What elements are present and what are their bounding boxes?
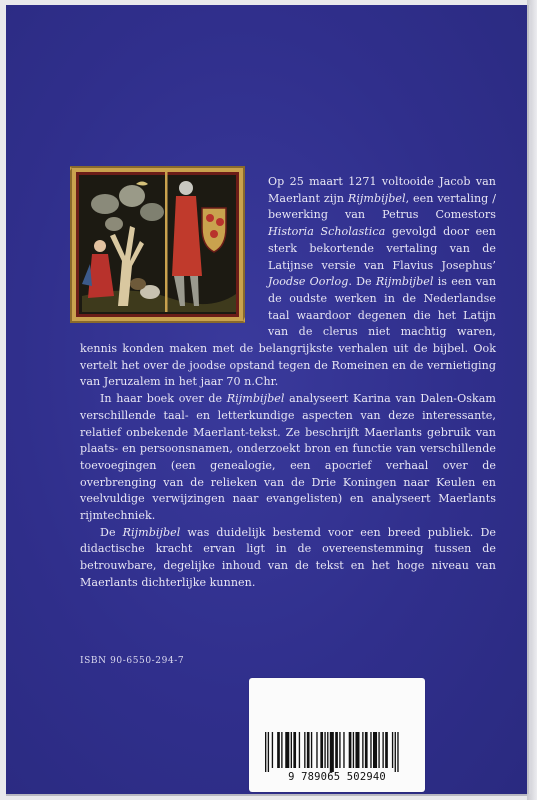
barcode-bar: [349, 732, 352, 768]
barcode-bar: [343, 732, 344, 768]
barcode-bar: [370, 732, 371, 768]
text-run: analyseert Karina van Dalen-Oskam verschillende taal- en letterkundige aspecten van deze interessante, relatief onbekende Maerlant-tekst. Ze beschrijft Maerlants gebruik van plaats- en persoonsnamen, onderzoekt bron en functie van verschillende toevoegingen (een genealogie, een apocrief verhaal over de overbrenging van de relieken van de Drie Koningen naar Keulen en veelvuldige verwijzingen naar evangelisten) en analyseert Maerlants rijmtechniek.: [80, 392, 496, 523]
blurb-text: [80, 174, 496, 592]
barcode-bar: [277, 732, 280, 768]
isbn-text: ISBN 90-6550-294-7: [80, 656, 185, 666]
barcode-bar: [304, 732, 305, 768]
barcode-bar: [307, 732, 310, 768]
barcode-bar: [392, 732, 393, 768]
barcode-bar: [324, 732, 325, 768]
text-run: In haar boek over de: [100, 392, 227, 406]
barcode-bar: [382, 732, 383, 768]
barcode-bar: [291, 732, 292, 768]
italic-title: Rijmbijbel: [347, 191, 406, 205]
barcode-bar: [330, 732, 334, 772]
barcode-bar: [339, 732, 340, 768]
barcode-bar: [268, 732, 269, 772]
barcode-bar: [373, 732, 377, 768]
barcode-bar: [355, 732, 359, 768]
text-run: is een van de oudste werken in de Nederlandse taal waardoor degenen die het Latijn van de clerus niet machtig waren, kennis konden maken met de belangrijkste verhalen uit de bijbel. Ook vertelt het over de joodse opstand tegen de Romeinen en de vernietiging van Jeruzalem in het jaar 70 n.Chr.: [80, 275, 497, 389]
barcode-bar: [311, 732, 312, 768]
barcode-bar: [327, 732, 328, 768]
text-run: Op 25 maart 1271 voltooide Jacob van Maerlant zijn: [268, 175, 496, 205]
barcode-bar: [320, 732, 323, 768]
barcode-bar: [281, 732, 282, 768]
barcode-bar: [397, 732, 398, 772]
blurb-paragraph-3: [80, 525, 496, 592]
text-run: . De: [348, 275, 376, 289]
italic-title: Rijmbijbel: [375, 275, 434, 289]
italic-title: Historia Scholastica: [268, 225, 386, 239]
italic-title: Rijmbijbel: [226, 392, 285, 406]
barcode-bar: [365, 732, 368, 768]
barcode-bar: [285, 732, 289, 768]
barcode-sticker: [249, 678, 425, 792]
barcode-bar: [353, 732, 354, 768]
text-run: gevolgd door een sterk bekortende vertaling van de Latijnse versie van Flavius Josephus’: [268, 225, 496, 272]
barcode-icon: [261, 732, 413, 772]
blurb-paragraph-2: [80, 391, 496, 525]
barcode-bar: [293, 732, 296, 768]
page-edge: [527, 0, 537, 800]
barcode-bar: [335, 732, 338, 768]
barcode-bar: [395, 732, 396, 772]
italic-title: Rijmbijbel: [122, 525, 181, 539]
italic-title: Joodse Oorlog: [268, 275, 349, 289]
barcode-number: 9 789065 502940: [288, 771, 386, 783]
barcode-bar: [362, 732, 363, 768]
barcode-bar: [385, 732, 388, 768]
text-run: , een vertaling / bewerking van Petrus Comestors: [268, 191, 496, 222]
barcode-bar: [299, 732, 300, 768]
barcode-bar: [316, 732, 317, 768]
text-run: was duidelijk bestemd voor een breed publiek. De didactische kracht ervan ligt in de overeenstemming tussen de betrouwbare, degelijke inhoud van de tekst en het hoge niveau van Maerlants dichterlijke kunnen.: [80, 525, 497, 589]
barcode-bar: [265, 732, 266, 772]
text-run: De: [100, 525, 123, 539]
barcode-bar: [378, 732, 379, 768]
image-wrap-space: [80, 174, 268, 336]
barcode-bar: [272, 732, 273, 768]
